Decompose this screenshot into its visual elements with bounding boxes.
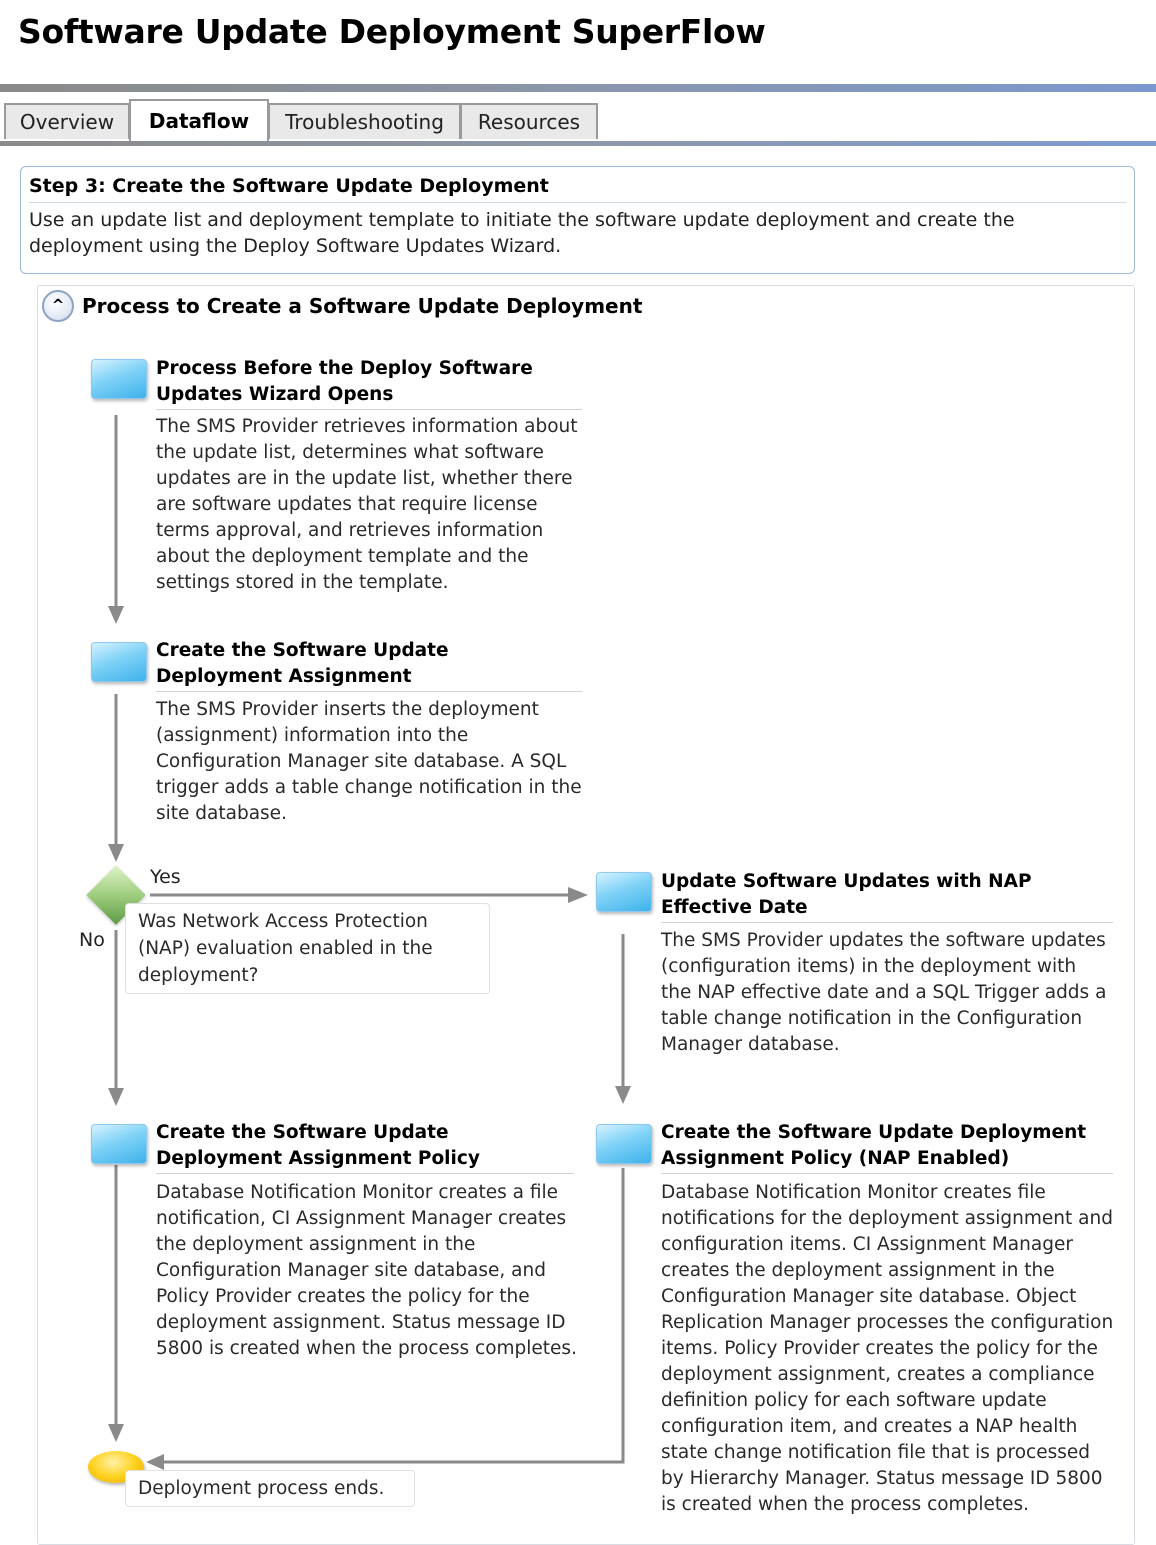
node-description: Database Notification Monitor creates file notifications for the deployment assignment and configuration items. CI Assignment Manager creates the deployment assignment in the Configuration Manager site database. Object Replication Manager processes the configuration items. Policy Provider creates the policy for the deployment assignment, creates a compliance definition policy for each software update configuration item, and creates a NAP health state change notification file that is processed by Hierarchy Manager. Status message ID 5800 is created when the process completes. bbox=[661, 1182, 1114, 1515]
step-title: Step 3: Create the Software Update Deployment bbox=[29, 175, 549, 197]
arrowhead bbox=[568, 887, 588, 903]
process-title: Process to Create a Software Update Deployment bbox=[82, 294, 643, 318]
node-title: Process Before the Deploy Software Updates Wizard Opens bbox=[156, 358, 533, 405]
arrowhead bbox=[108, 1424, 124, 1442]
node-description: The SMS Provider updates the software updates (configuration items) in the deployment with the NAP effective date and a SQL Trigger adds a table change notification in the Configuration Manager database. bbox=[661, 930, 1107, 1055]
node-divider bbox=[156, 409, 582, 410]
process-icon bbox=[91, 642, 147, 682]
tab-troubleshooting[interactable]: Troubleshooting bbox=[268, 103, 461, 139]
chevron-up-icon: ^ bbox=[51, 296, 65, 314]
node-description: The SMS Provider retrieves information about the update list, determines what software updates are in the update list, whether there are software updates that require license terms approval, and retrieves information about the deployment template and the settings stored in the template. bbox=[156, 416, 578, 593]
tab-resources[interactable]: Resources bbox=[460, 103, 598, 139]
node-divider bbox=[661, 1173, 1113, 1174]
yes-label: Yes bbox=[150, 866, 181, 888]
arrowhead bbox=[108, 606, 124, 624]
process-icon bbox=[91, 359, 147, 399]
node-divider bbox=[156, 691, 582, 692]
page-title: Software Update Deployment SuperFlow bbox=[18, 12, 766, 51]
arrowhead bbox=[615, 1086, 631, 1104]
node-description: The SMS Provider inserts the deployment (assignment) information into the Configuration Manager site database. A SQL trigger adds a table change notification in the site database. bbox=[156, 699, 582, 824]
process-icon bbox=[596, 1124, 652, 1164]
process-icon bbox=[91, 1124, 147, 1164]
arrowhead bbox=[146, 1454, 164, 1470]
arrowhead bbox=[108, 844, 124, 862]
tab-dataflow[interactable]: Dataflow bbox=[129, 99, 269, 141]
tab-overview[interactable]: Overview bbox=[4, 103, 130, 139]
node-description: Database Notification Monitor creates a file notification, CI Assignment Manager creates the deployment assignment in the Configuration Manager site database, and Policy Provider creates the policy for the deployment assignment. Status message ID 5800 is created when the process completes. bbox=[156, 1182, 577, 1359]
node-title: Create the Software Update Deployment Assignment bbox=[156, 640, 449, 687]
node-title: Create the Software Update Deployment Assignment Policy bbox=[156, 1122, 480, 1169]
no-label: No bbox=[79, 929, 105, 951]
end-callout: Deployment process ends. bbox=[125, 1470, 415, 1507]
arrowhead bbox=[108, 1088, 124, 1106]
decision-question: Was Network Access Protection (NAP) evaluation enabled in the deployment? bbox=[125, 903, 490, 994]
step-description: Use an update list and deployment template to initiate the software update deployment and create the deployment using the Deploy Software Updates Wizard. bbox=[29, 209, 1015, 257]
node-divider bbox=[156, 1173, 574, 1174]
node-title: Update Software Updates with NAP Effective Date bbox=[661, 871, 1032, 918]
process-icon bbox=[596, 872, 652, 912]
node-title: Create the Software Update Deployment Assignment Policy (NAP Enabled) bbox=[661, 1122, 1087, 1169]
node-divider bbox=[661, 922, 1113, 923]
